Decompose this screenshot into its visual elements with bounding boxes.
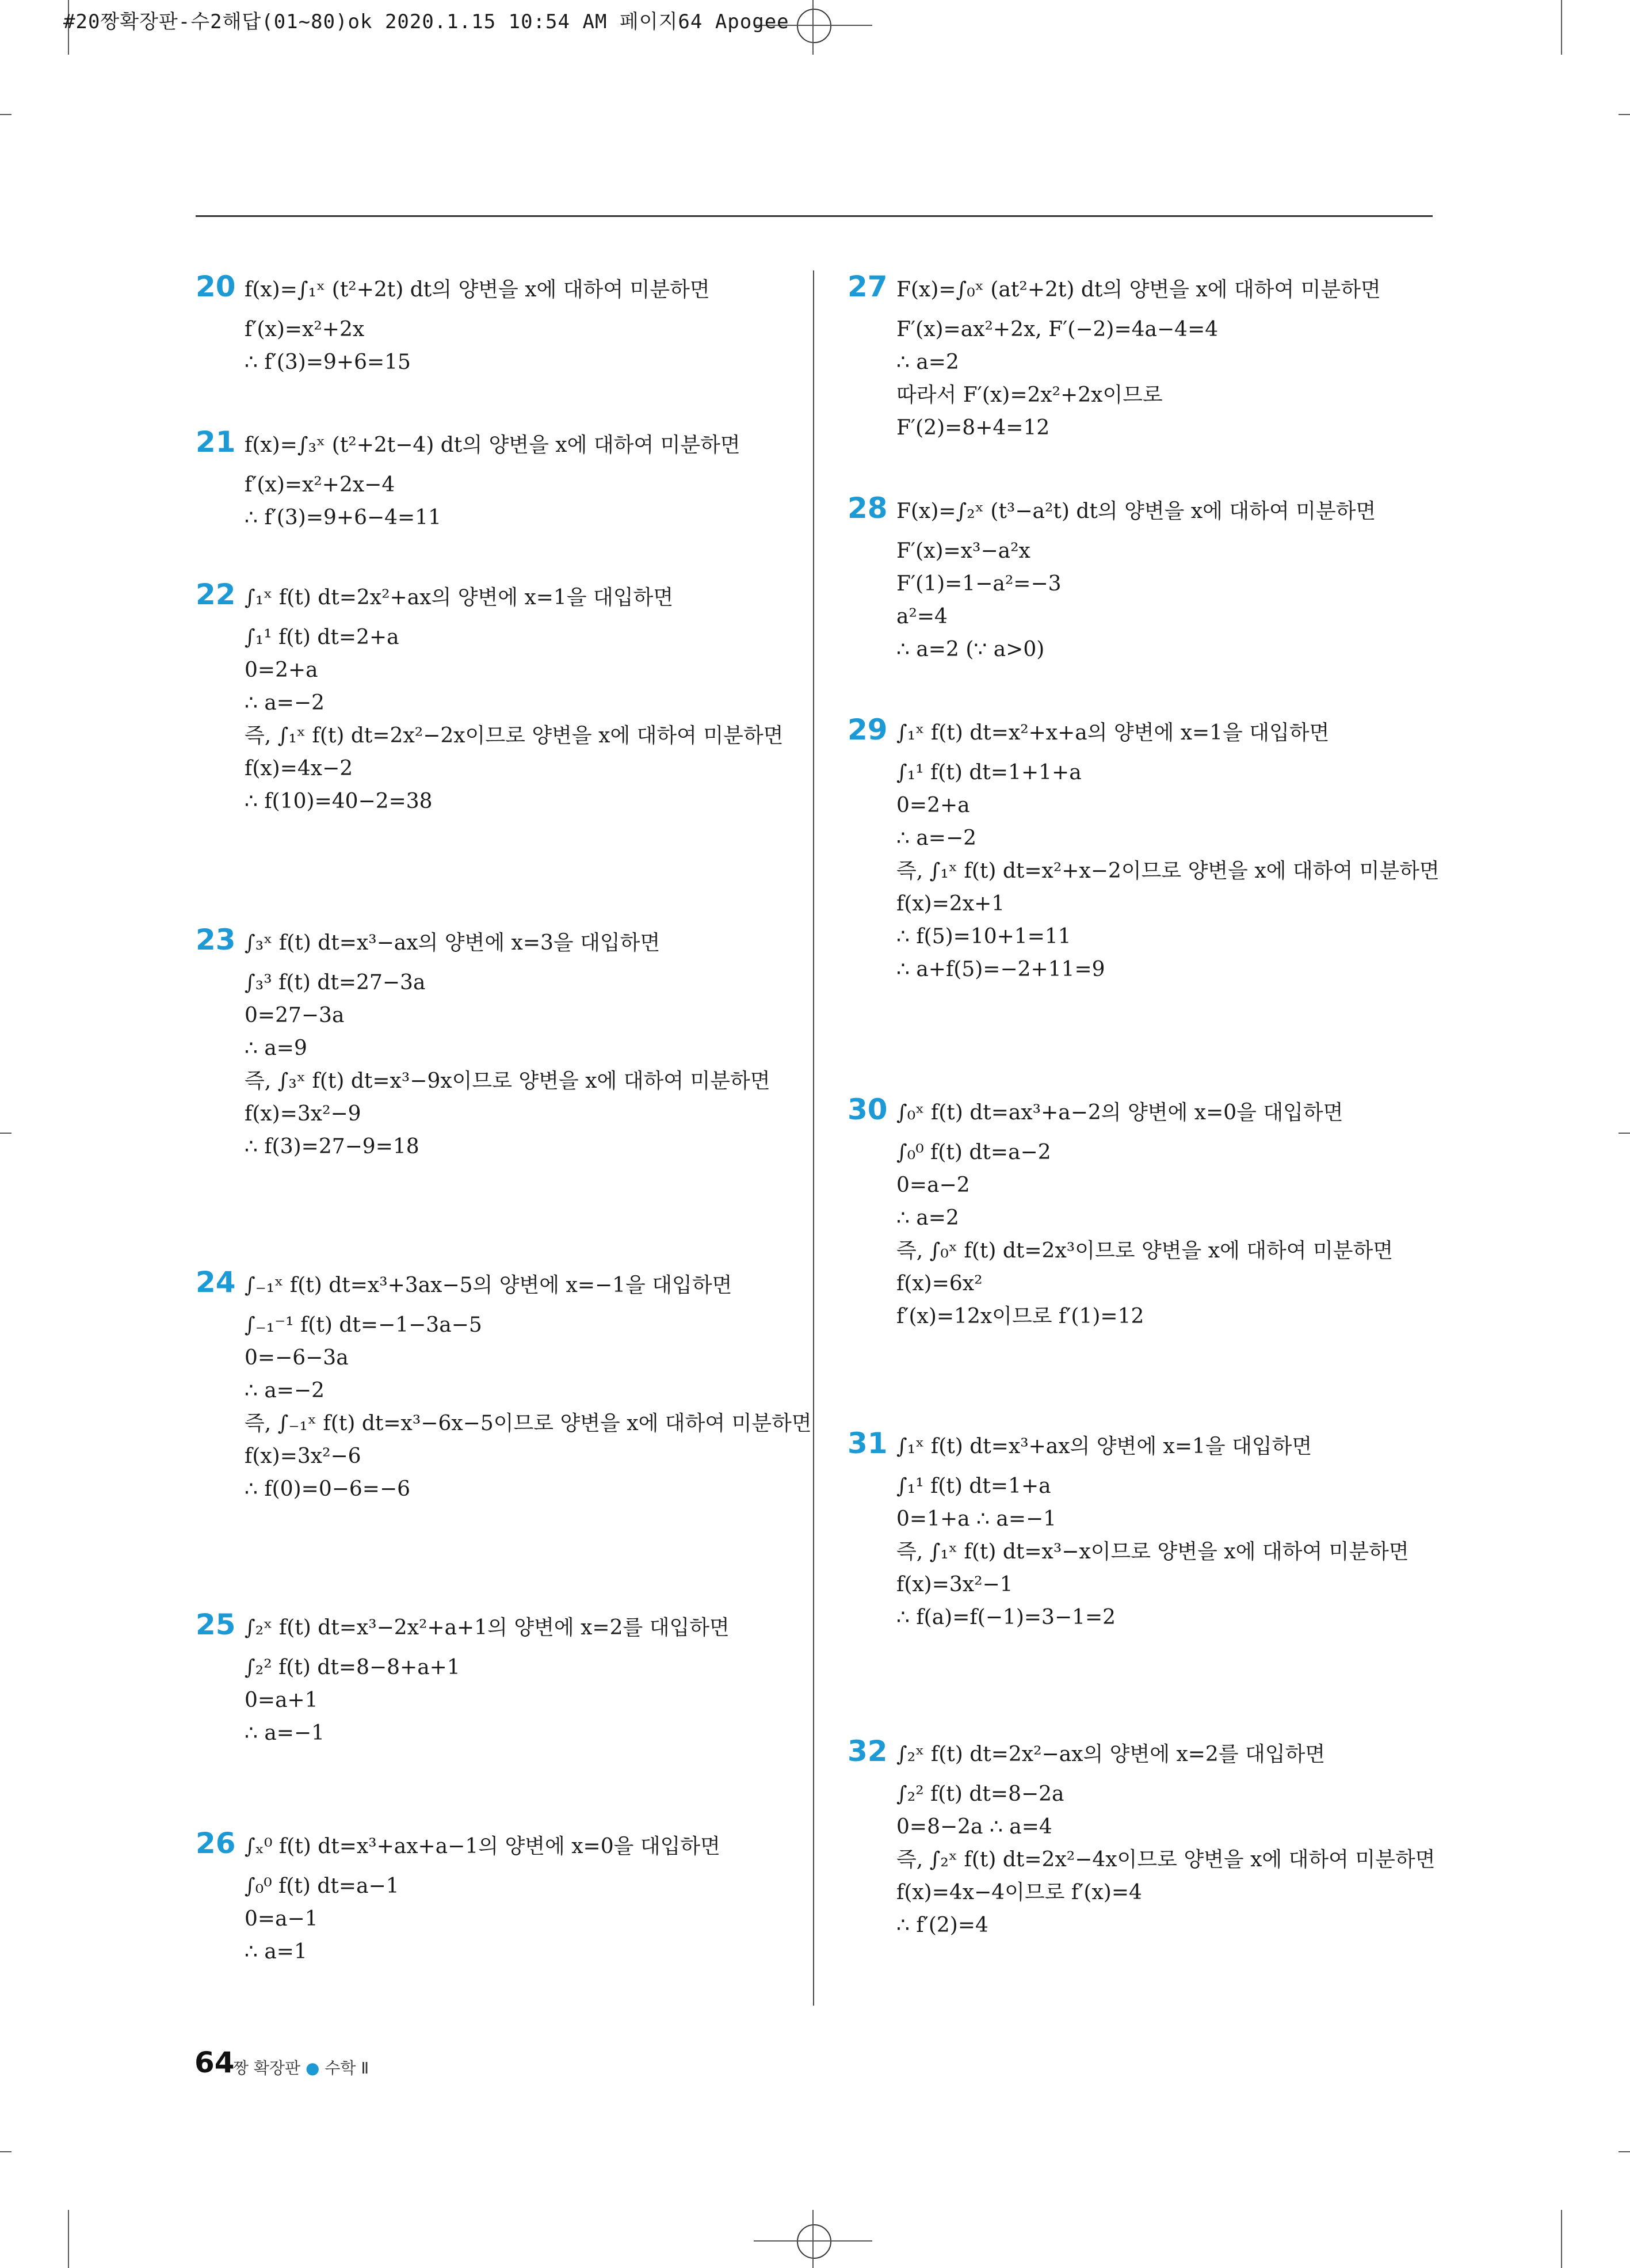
solution-line: 즉, ∫₋₁ˣ f(t) dt=x³−6x−5이므로 양변을 x에 대하여 미분하면 [245, 1412, 812, 1435]
footer-book: 짱 확장판 [233, 2059, 301, 2078]
problem-30 [848, 1093, 1506, 1333]
solution-line: a²=4 [896, 605, 948, 628]
solution-line: ∫₋₁⁻¹ f(t) dt=−1−3a−5 [245, 1313, 482, 1337]
footer-label [233, 2056, 369, 2079]
solution-line: ∫₀⁰ f(t) dt=a−1 [245, 1874, 399, 1898]
problem-number: 32 [848, 1735, 888, 1768]
registration-mark-top [797, 9, 831, 43]
problem-20 [196, 270, 854, 379]
problem-statement: F(x)=∫₂ˣ (t³−a²t) dt의 양변을 x에 대하여 미분하면 [896, 500, 1376, 523]
solution-line: ∴ a=2 [896, 350, 959, 374]
solution-line: f′(x)=12x이므로 f′(1)=12 [896, 1305, 1144, 1328]
solution-line: 즉, ∫₀ˣ f(t) dt=2x³이므로 양변을 x에 대하여 미분하면 [896, 1239, 1394, 1263]
footer-dot: ● [306, 2059, 320, 2078]
side-mark-left-bottom [0, 2151, 12, 2152]
problem-number: 27 [848, 270, 888, 303]
solution-line: ∴ f′(3)=9+6=15 [245, 350, 411, 374]
registration-mark-bottom [797, 2224, 831, 2259]
solution-line: 0=2+a [896, 794, 970, 817]
problem-number: 29 [848, 713, 888, 746]
problem-27 [848, 270, 1506, 444]
solution-line: 0=2+a [245, 658, 318, 682]
print-slug: #20짱확장판-수2해답(01~80)ok 2020.1.15 10:54 AM 페이지64 Apogee [63, 10, 789, 33]
solution-line: 0=1+a ∴ a=−1 [896, 1507, 1057, 1531]
solution-line: ∫₁¹ f(t) dt=2+a [245, 626, 399, 649]
solution-line: ∫₂² f(t) dt=8−2a [896, 1782, 1064, 1806]
solution-line: 즉, ∫₃ˣ f(t) dt=x³−9x이므로 양변을 x에 대하여 미분하면 [245, 1069, 770, 1093]
problem-statement: ∫₂ˣ f(t) dt=2x²−ax의 양변에 x=2를 대입하면 [896, 1743, 1326, 1766]
solution-line: 즉, ∫₁ˣ f(t) dt=x³−x이므로 양변을 x에 대하여 미분하면 [896, 1540, 1409, 1564]
side-mark-left-mid [0, 1133, 12, 1134]
registration-cross-bottom-v [812, 2210, 814, 2268]
problem-number: 20 [196, 270, 236, 303]
solution-line: f(x)=6x² [896, 1272, 983, 1295]
problem-number: 24 [196, 1265, 236, 1299]
solution-line: 0=a−2 [896, 1173, 970, 1197]
solution-line: 0=a−1 [245, 1907, 318, 1931]
problem-statement: ∫₁ˣ f(t) dt=2x²+ax의 양변에 x=1을 대입하면 [245, 586, 674, 609]
problem-25 [196, 1608, 854, 1749]
problem-22 [196, 578, 854, 818]
solution-line: f(x)=3x²−9 [245, 1102, 361, 1126]
solution-line: 0=8−2a ∴ a=4 [896, 1815, 1052, 1839]
problem-statement: ∫₂ˣ f(t) dt=x³−2x²+a+1의 양변에 x=2를 대입하면 [245, 1616, 730, 1640]
solution-line: ∴ a=−1 [245, 1721, 325, 1745]
problem-number: 22 [196, 578, 236, 611]
solution-line: f(x)=3x²−6 [245, 1444, 361, 1468]
solution-line: f′(x)=x²+2x [245, 318, 365, 341]
solution-line: ∴ f(a)=f(−1)=3−1=2 [896, 1606, 1116, 1629]
solution-line: ∴ a=9 [245, 1036, 307, 1060]
solution-line: F′(1)=1−a²=−3 [896, 572, 1062, 596]
problem-number: 26 [196, 1827, 236, 1860]
solution-line: ∫₁¹ f(t) dt=1+1+a [896, 761, 1082, 784]
problem-29 [848, 713, 1506, 986]
solution-line: 0=27−3a [245, 1004, 345, 1027]
solution-line: ∴ f(5)=10+1=11 [896, 925, 1071, 948]
solution-line: ∫₀⁰ f(t) dt=a−2 [896, 1141, 1051, 1164]
crop-mark-bottom-left [68, 2210, 69, 2268]
problem-24 [196, 1265, 854, 1505]
side-mark-left-top [0, 114, 12, 115]
solution-line: ∴ f(3)=27−9=18 [245, 1135, 419, 1158]
problem-number: 28 [848, 491, 888, 525]
problem-statement: ∫ₓ⁰ f(t) dt=x³+ax+a−1의 양변에 x=0을 대입하면 [245, 1835, 720, 1858]
problem-number: 25 [196, 1608, 236, 1641]
problem-26 [196, 1827, 854, 1968]
solution-line: F′(x)=ax²+2x, F′(−2)=4a−4=4 [896, 318, 1219, 341]
solution-line: 즉, ∫₂ˣ f(t) dt=2x²−4x이므로 양변을 x에 대하여 미분하면 [896, 1848, 1436, 1871]
solution-line: ∴ a+f(5)=−2+11=9 [896, 958, 1105, 981]
solution-line: ∫₃³ f(t) dt=27−3a [245, 971, 426, 994]
problem-statement: f(x)=∫₁ˣ (t²+2t) dt의 양변을 x에 대하여 미분하면 [245, 278, 710, 302]
page-number: 64 [194, 2046, 235, 2079]
problem-statement: ∫₀ˣ f(t) dt=ax³+a−2의 양변에 x=0을 대입하면 [896, 1101, 1343, 1125]
solution-line: 즉, ∫₁ˣ f(t) dt=x²+x−2이므로 양변을 x에 대하여 미분하면 [896, 859, 1440, 883]
solution-line: f(x)=4x−2 [245, 757, 353, 780]
solution-line: F′(2)=8+4=12 [896, 416, 1050, 440]
solution-line: 즉, ∫₁ˣ f(t) dt=2x²−2x이므로 양변을 x에 대하여 미분하면 [245, 724, 784, 748]
problem-statement: ∫₃ˣ f(t) dt=x³−ax의 양변에 x=3을 대입하면 [245, 931, 661, 955]
problem-number: 21 [196, 425, 236, 459]
problem-31 [848, 1427, 1506, 1634]
solution-line: ∴ a=1 [245, 1940, 307, 1964]
solution-line: ∴ a=2 [896, 1206, 959, 1230]
solution-line: 0=a+1 [245, 1688, 318, 1712]
solution-line: ∴ f′(2)=4 [896, 1913, 988, 1937]
problem-32 [848, 1735, 1506, 1942]
problem-statement: ∫₁ˣ f(t) dt=x²+x+a의 양변에 x=1을 대입하면 [896, 721, 1330, 745]
problem-statement: F(x)=∫₀ˣ (at²+2t) dt의 양변을 x에 대하여 미분하면 [896, 278, 1381, 302]
side-mark-right-bottom [1618, 2151, 1630, 2152]
solution-line: ∴ a=−2 [896, 826, 977, 850]
side-mark-right-top [1618, 114, 1630, 115]
top-rule [196, 215, 1433, 217]
solution-line: ∴ a=−2 [245, 691, 325, 715]
side-mark-right-mid [1618, 1133, 1630, 1134]
problem-statement: ∫₋₁ˣ f(t) dt=x³+3ax−5의 양변에 x=−1을 대입하면 [245, 1274, 732, 1297]
solution-line: f(x)=3x²−1 [896, 1573, 1013, 1596]
solution-line: ∫₂² f(t) dt=8−8+a+1 [245, 1656, 460, 1679]
crop-mark-bottom-right [1561, 2210, 1562, 2268]
solution-line: ∴ a=2 (∵ a>0) [896, 638, 1045, 661]
crop-mark-top-right [1561, 0, 1562, 55]
problem-number: 30 [848, 1093, 888, 1126]
solution-line: ∴ f(10)=40−2=38 [245, 790, 433, 813]
solution-line: f′(x)=x²+2x−4 [245, 473, 395, 497]
registration-cross-top-v [812, 0, 814, 55]
problem-statement: f(x)=∫₃ˣ (t²+2t−4) dt의 양변을 x에 대하여 미분하면 [245, 433, 740, 457]
solution-line: f(x)=2x+1 [896, 892, 1005, 916]
problem-21 [196, 425, 854, 534]
solution-line: ∴ f′(3)=9+6−4=11 [245, 506, 442, 529]
footer-subject: 수학 Ⅱ [325, 2059, 369, 2078]
solution-line: 따라서 F′(x)=2x²+2x이므로 [896, 383, 1163, 407]
problem-number: 23 [196, 923, 236, 956]
solution-line: f(x)=4x−4이므로 f′(x)=4 [896, 1881, 1142, 1904]
solution-line: F′(x)=x³−a²x [896, 539, 1030, 563]
solution-line: 0=−6−3a [245, 1346, 349, 1370]
solution-line: ∫₁¹ f(t) dt=1+a [896, 1474, 1051, 1498]
problem-28 [848, 491, 1506, 666]
problem-statement: ∫₁ˣ f(t) dt=x³+ax의 양변에 x=1을 대입하면 [896, 1435, 1312, 1458]
solution-line: ∴ f(0)=0−6=−6 [245, 1477, 411, 1501]
problem-number: 31 [848, 1427, 888, 1460]
solution-line: ∴ a=−2 [245, 1379, 325, 1402]
problem-23 [196, 923, 854, 1163]
